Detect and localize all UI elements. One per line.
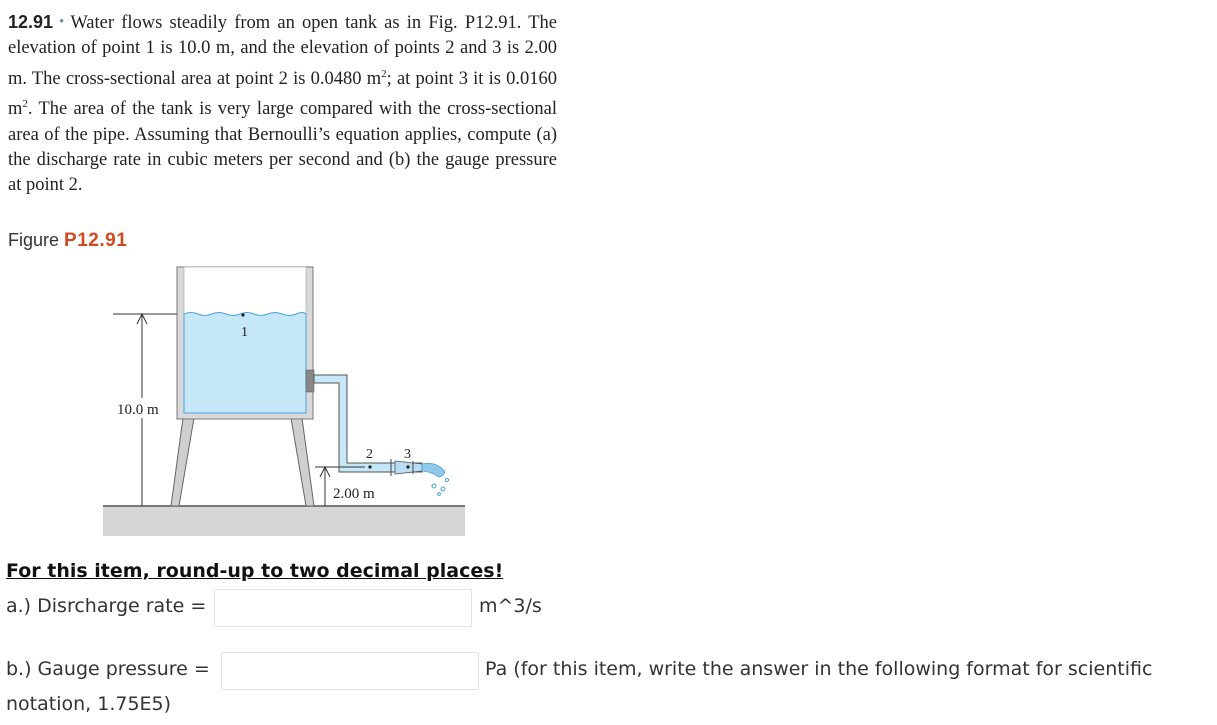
question-a-unit: m^3/s xyxy=(479,595,542,617)
point-1-label: 1 xyxy=(241,325,248,340)
tank-figure xyxy=(95,258,475,543)
point-1-dot xyxy=(241,313,244,316)
figure-id: P12.91 xyxy=(64,230,128,251)
figure-label: Figure xyxy=(8,230,60,250)
problem-text-3: . The area of the tank is very large compared with the cross-sectional area of the pipe. Assuming that Bernoulli’s equation applies, compute (a) the discharge rate in cubic meters per second and (b) the gauge pressure at point 2. xyxy=(8,99,557,196)
height-label: 10.0 m xyxy=(117,402,159,418)
point-2-label: 2 xyxy=(366,447,373,462)
discharge-rate-input[interactable] xyxy=(214,589,472,627)
problem-text-1: Water flows steadily from an open tank as in Fig. P12.91. The elevation of point 1 is 10.0 m, and the elevation of points 2 and 3 is 2.00 m. The cross-sectional area at point 2 is 0.0480 m xyxy=(8,13,557,89)
gauge-pressure-input[interactable] xyxy=(221,652,479,690)
figure-caption xyxy=(8,230,127,252)
instruction-text: For this item, round-up to two decimal places! xyxy=(6,560,504,582)
ground xyxy=(103,506,465,536)
question-b-unit-continued: notation, 1.75E5) xyxy=(6,693,172,715)
bullet-icon: • xyxy=(59,14,65,30)
tank-leg-right xyxy=(291,418,314,506)
problem-text-2: ; at point 3 it is 0.0160 m xyxy=(8,68,558,120)
problem-number: 12.91 xyxy=(8,12,54,32)
superscript-b: 2 xyxy=(22,98,28,111)
question-a-label: a.) Disrcharge rate = xyxy=(6,595,207,617)
water-jet xyxy=(422,463,445,477)
question-b-label: b.) Gauge pressure = xyxy=(6,658,210,680)
point-2-dot xyxy=(368,465,371,468)
question-b-unit: Pa (for this item, write the answer in the following format for scientific xyxy=(485,658,1153,680)
outlet-height-label: 2.00 m xyxy=(333,486,375,502)
point-3-label: 3 xyxy=(404,447,411,462)
point-3-dot xyxy=(406,465,409,468)
problem-statement xyxy=(8,10,557,198)
tank-leg-left xyxy=(171,418,194,506)
superscript-a: 2 xyxy=(381,67,387,80)
